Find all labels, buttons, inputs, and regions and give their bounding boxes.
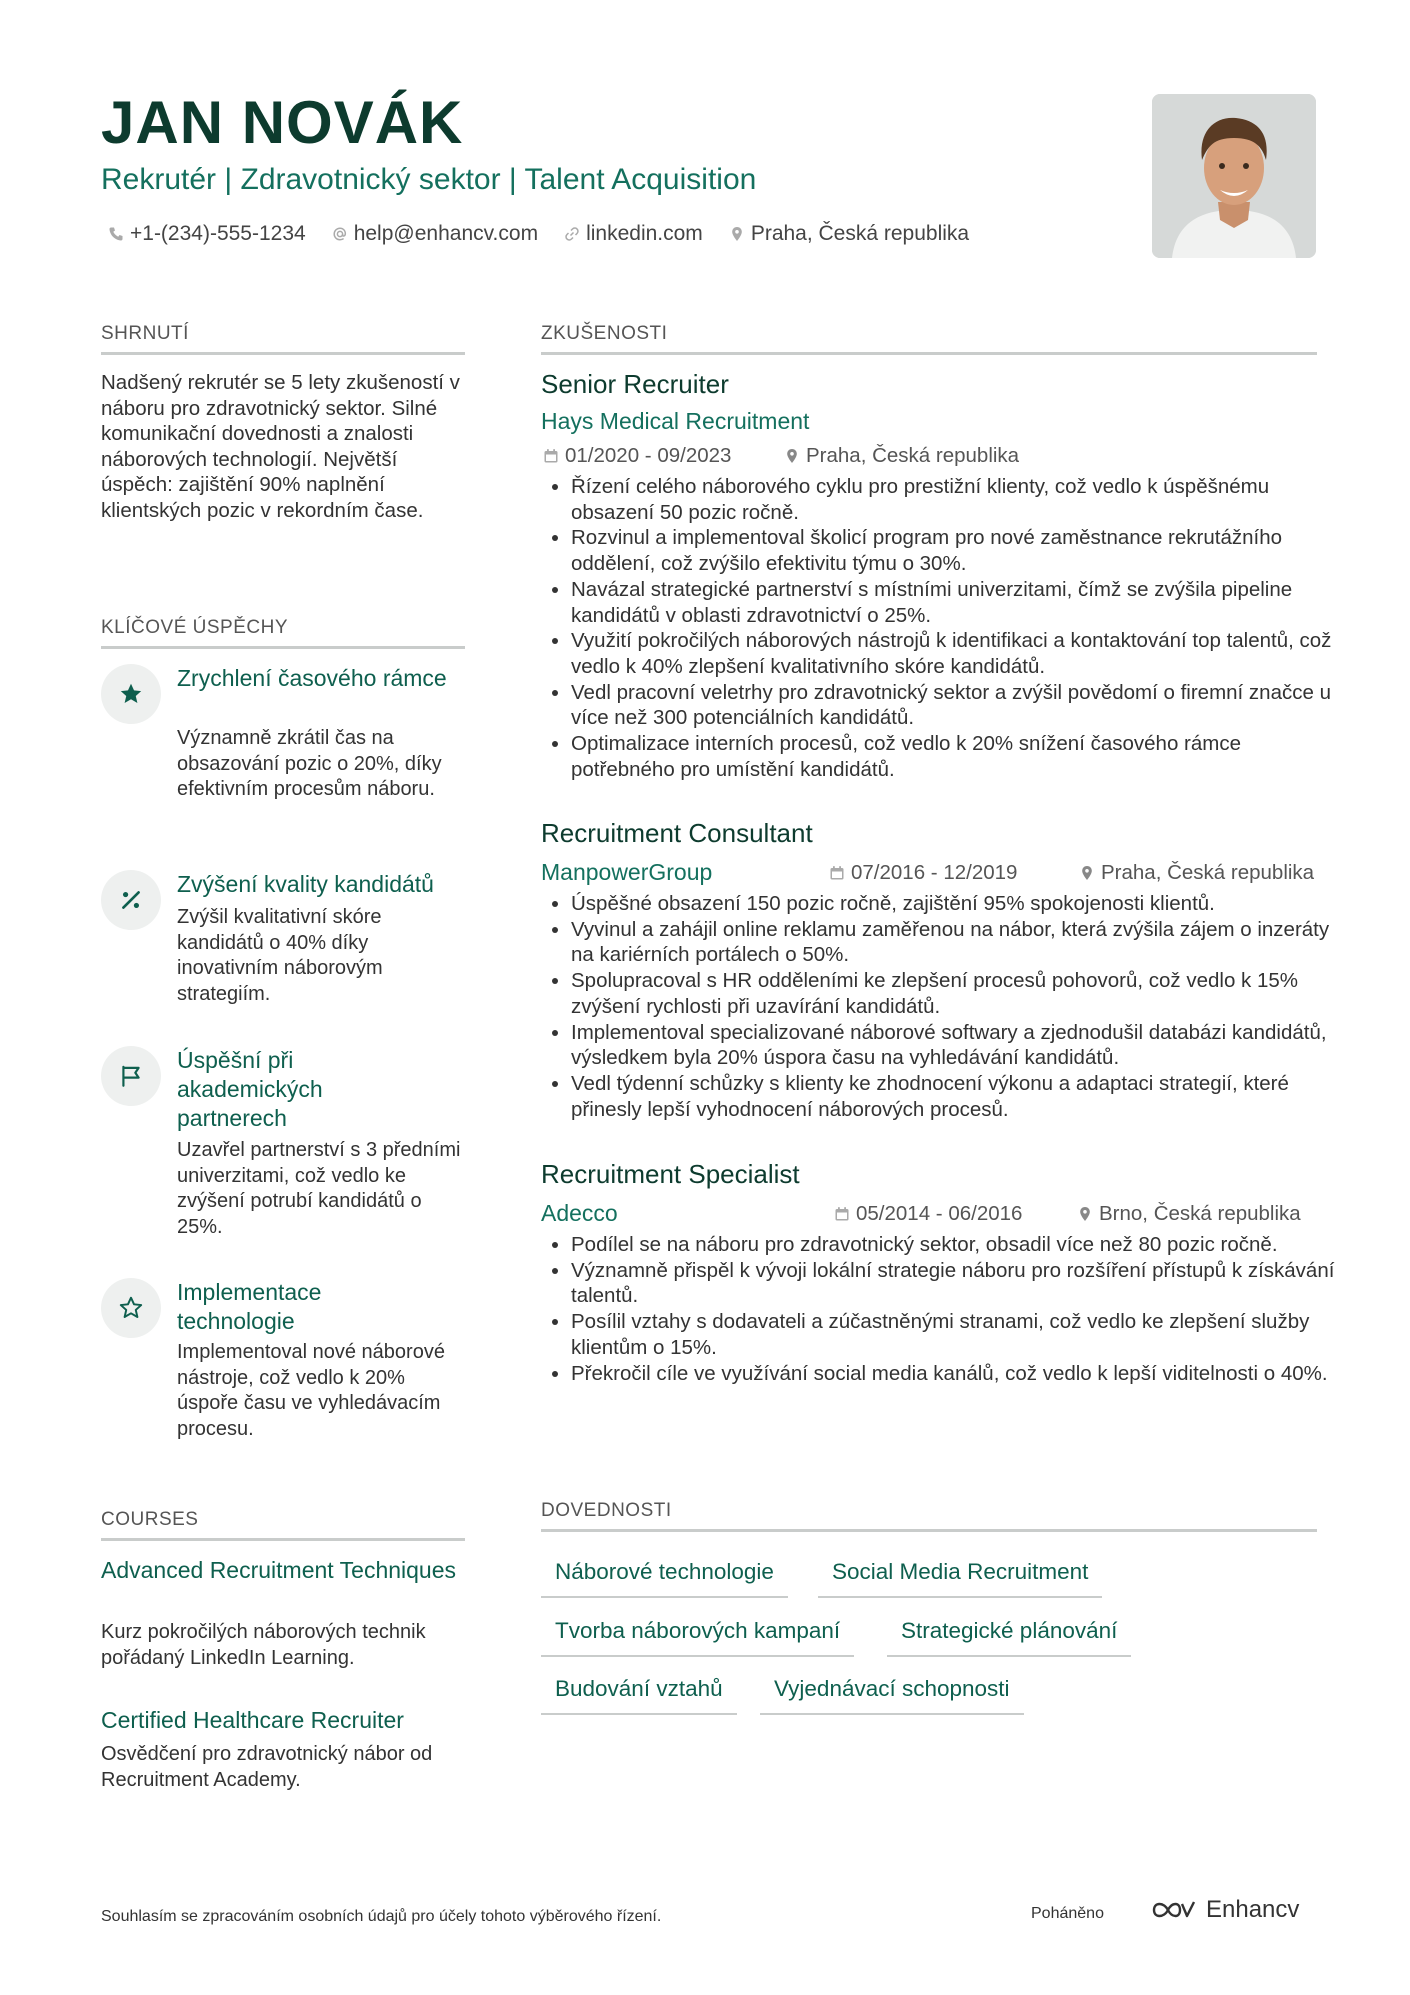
contact-linkedin[interactable]: [564, 220, 703, 248]
calendar-icon: [834, 1206, 850, 1222]
job-dates: [834, 1201, 1022, 1227]
course-title: Advanced Recruitment Techniques: [101, 1557, 457, 1583]
job-bullet: • Rozvinul a implementoval školicí program pro nové zaměstnance rekrutážního oddělení, což zvýšilo efektivitu týmu o 30%.: [571, 525, 1341, 576]
achievement-icon-wrap: [101, 1046, 161, 1106]
achievement-title: Implementace technologie: [177, 1279, 322, 1334]
course-title: Certified Healthcare Recruiter: [101, 1707, 404, 1733]
achievement-title: Zvýšení kvality kandidátů: [177, 871, 434, 897]
job-bullet: • Vedl pracovní veletrhy pro zdravotnický sektor a zvýšil povědomí o firemní značce u více než 300 potenciálních kandidátů.: [571, 680, 1341, 731]
job-title: Recruitment Consultant: [541, 818, 813, 848]
job-location: [1079, 860, 1314, 886]
job-location-text: Brno, Česká republika: [1099, 1202, 1301, 1225]
job-bullet: • Překročil cíle ve využívání social media kanálů, což vedlo k lepší viditelnosti o 40%.: [571, 1361, 1341, 1387]
at-icon: [332, 226, 348, 242]
achievement-icon-wrap: [101, 664, 161, 724]
job-dates-text: 01/2020 - 09/2023: [565, 444, 732, 467]
achievement-desc: Zvýšil kvalitativní skóre kandidátů o 40% díky inovativním náborovým strategiím.: [177, 906, 383, 1005]
achievement-icon-wrap: [101, 870, 161, 930]
courses-heading: COURSES: [101, 1508, 465, 1541]
consent-text: Souhlasím se zpracováním osobních údajů pro účely tohoto výběrového řízení.: [101, 1908, 662, 1925]
profile-photo-image: [1152, 94, 1316, 258]
job-bullet: • Vyvinul a zahájil online reklamu zaměřenou na nábor, která zvýšila zájem o inzeráty na kariérních portálech o 50%.: [571, 917, 1341, 968]
star-outline-icon: [118, 1295, 144, 1321]
job-bullet: • Optimalizace interních procesů, což vedlo k 20% snížení časového rámce potřebného pro umístění kandidátů.: [571, 731, 1341, 782]
location-pin-icon: [729, 226, 745, 242]
powered-by-text: Poháněno: [1031, 1905, 1104, 1922]
job-bullet: • Posílil vztahy s dodavateli a zúčastněnými stranami, což vedlo ke zlepšení služby klientům o 15%.: [571, 1309, 1341, 1360]
job-location: [784, 443, 1019, 469]
enhancv-logo-icon: [1150, 1897, 1198, 1923]
job-title: Recruitment Specialist: [541, 1159, 800, 1189]
job-company: Adecco: [541, 1200, 618, 1226]
skill-tag: Strategické plánování: [887, 1617, 1131, 1657]
contact-phone: [108, 220, 306, 248]
skill-tag: Social Media Recruitment: [818, 1558, 1102, 1598]
star-filled-icon: [118, 681, 144, 707]
job-bullets: [549, 474, 1341, 782]
contact-bar: [108, 220, 969, 248]
experience-heading: ZKUŠENOSTI: [541, 322, 1317, 355]
achievement-item: [101, 1046, 481, 1246]
percent-icon: [118, 887, 144, 913]
skill-tag: Náborové technologie: [541, 1558, 788, 1598]
summary-text: Nadšený rekrutér se 5 lety zkušeností v náboru pro zdravotnický sektor. Silné komunikační dovednosti a znalosti náborových technologií. Největší úspěch: zajištění 90% naplnění klientských pozic v rekordním čase.: [101, 371, 460, 522]
job-bullet: • Významně přispěl k vývoji lokální strategie náboru pro rozšíření přístupů k získávání talentů.: [571, 1258, 1341, 1309]
achievement-desc: Uzavřel partnerství s 3 předními univerzitami, což vedlo ke zvýšení potrubí kandidátů o 25%.: [177, 1139, 461, 1238]
job-dates-text: 07/2016 - 12/2019: [851, 861, 1018, 884]
job-bullet: • Vedl týdenní schůzky s klienty ke zhodnocení výkonu a adaptaci strategií, které přinesly lepší vyhodnocení náborových procesů.: [571, 1071, 1341, 1122]
email-text: help@enhancv.com: [353, 222, 539, 245]
skills-heading: DOVEDNOSTI: [541, 1499, 1317, 1532]
achievements-heading: KLÍČOVÉ ÚSPĚCHY: [101, 616, 465, 649]
location-pin-icon: [1079, 865, 1095, 881]
link-icon: [564, 226, 580, 242]
achievement-item: [101, 664, 481, 834]
contact-email[interactable]: [332, 220, 538, 248]
job-location-text: Praha, Česká republika: [1101, 861, 1315, 884]
phone-text: +1-(234)-555-1234: [130, 222, 306, 245]
flag-icon: [118, 1063, 144, 1089]
job-dates: [829, 860, 1017, 886]
brand-name: Enhancv: [1206, 1896, 1300, 1923]
profile-photo: [1152, 94, 1316, 258]
location-pin-icon: [1077, 1206, 1093, 1222]
achievement-title: Zrychlení časového rámce: [177, 665, 447, 691]
job-bullet: • Implementoval specializované náborové softwary a zjednodušil databázi kandidátů, výsledkem byla 20% úspora času na vyhledávání kandidátů.: [571, 1020, 1341, 1071]
linkedin-text: linkedin.com: [586, 222, 703, 245]
job-title: Senior Recruiter: [541, 369, 729, 399]
job-bullet: • Navázal strategické partnerství s místními univerzitami, čímž se zvýšila pipeline kandidátů v oblasti zdravotnictví o 25%.: [571, 577, 1341, 628]
job-bullet: • Podílel se na náboru pro zdravotnický sektor, obsadil více než 80 pozic ročně.: [571, 1232, 1341, 1258]
summary-heading: SHRNUTÍ: [101, 322, 465, 355]
calendar-icon: [829, 865, 845, 881]
job-bullet: • Úspěšné obsazení 150 pozic ročně, zajištění 95% spokojenosti klientů.: [571, 891, 1341, 917]
job-company: Hays Medical Recruitment: [541, 408, 810, 434]
job-location: [1077, 1201, 1301, 1227]
calendar-icon: [543, 448, 559, 464]
achievement-desc: Implementoval nové náborové nástroje, což vedlo k 20% úspoře času ve vyhledávacím procesu.: [177, 1341, 445, 1440]
achievement-item: [101, 870, 481, 1020]
location-text: Praha, Česká republika: [750, 222, 970, 245]
achievement-desc: Významně zkrátil čas na obsazování pozic o 20%, díky efektivním procesům náboru.: [177, 727, 442, 800]
candidate-name: JAN NOVÁK: [101, 89, 464, 156]
job-location-text: Praha, Česká republika: [806, 444, 1020, 467]
achievement-item: [101, 1278, 481, 1448]
job-bullet: • Spolupracoval s HR odděleními ke zlepšení procesů pohovorů, což vedlo k 15% zvýšení rychlosti při uzavírání kandidátů.: [571, 968, 1341, 1019]
skill-tag: Budování vztahů: [541, 1675, 737, 1715]
job-bullet: • Využití pokročilých náborových nástrojů k identifikaci a kontaktování top talentů, což vedlo k 40% zlepšení kvalitativního skóre kandidátů.: [571, 628, 1341, 679]
job-dates: [543, 443, 731, 469]
skill-tag: Tvorba náborových kampaní: [541, 1617, 854, 1657]
job-bullets: [549, 1232, 1341, 1386]
candidate-role: Rekrutér | Zdravotnický sektor | Talent Acquisition: [101, 163, 757, 196]
job-bullet: • Řízení celého náborového cyklu pro prestižní klienty, což vedlo k úspěšnému obsazení 50 pozic ročně.: [571, 474, 1341, 525]
job-company: ManpowerGroup: [541, 859, 713, 885]
achievement-title: Úspěšní při akademických partnerech: [177, 1047, 323, 1131]
course-desc: Osvědčení pro zdravotnický nábor od Recruitment Academy.: [101, 1743, 433, 1791]
achievement-icon-wrap: [101, 1278, 161, 1338]
phone-icon: [108, 226, 124, 242]
course-desc: Kurz pokročilých náborových technik pořádaný LinkedIn Learning.: [101, 1621, 426, 1669]
enhancv-logo[interactable]: [1150, 1896, 1299, 1924]
job-dates-text: 05/2014 - 06/2016: [856, 1202, 1023, 1225]
location-pin-icon: [784, 448, 800, 464]
contact-location: [729, 220, 969, 248]
skill-tag: Vyjednávací schopnosti: [760, 1675, 1024, 1715]
job-bullets: [549, 891, 1341, 1122]
